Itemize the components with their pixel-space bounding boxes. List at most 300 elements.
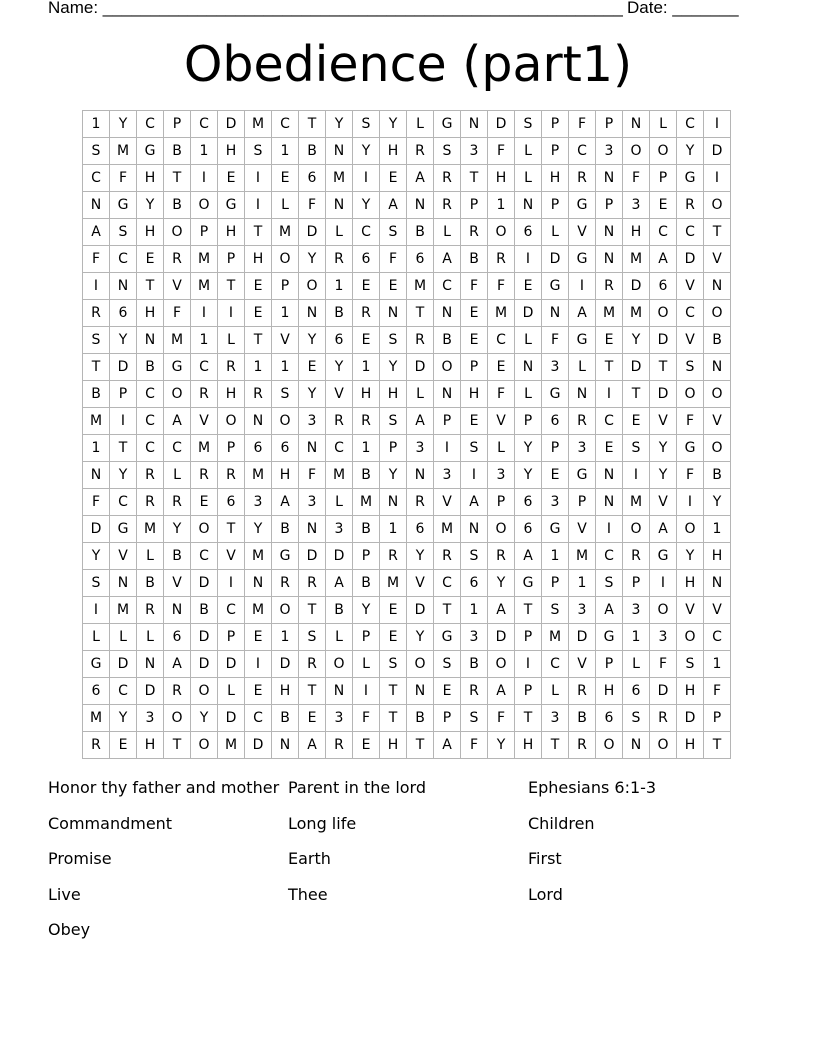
grid-cell: H bbox=[380, 138, 407, 165]
grid-cell: N bbox=[110, 570, 137, 597]
grid-cell: D bbox=[407, 354, 434, 381]
grid-cell: N bbox=[272, 732, 299, 759]
grid-cell: E bbox=[137, 246, 164, 273]
grid-cell: T bbox=[380, 678, 407, 705]
grid-cell: Y bbox=[515, 435, 542, 462]
grid-cell: 6 bbox=[110, 300, 137, 327]
grid-cell: O bbox=[434, 354, 461, 381]
grid-cell: V bbox=[110, 543, 137, 570]
grid-cell: P bbox=[461, 192, 488, 219]
grid-cell: D bbox=[218, 705, 245, 732]
grid-cell: N bbox=[326, 138, 353, 165]
grid-cell: V bbox=[677, 273, 704, 300]
grid-cell: E bbox=[245, 624, 272, 651]
grid-cell: O bbox=[677, 381, 704, 408]
grid-cell: 6 bbox=[83, 678, 110, 705]
grid-cell: V bbox=[650, 408, 677, 435]
grid-cell: C bbox=[83, 165, 110, 192]
grid-cell: O bbox=[191, 678, 218, 705]
grid-cell: Y bbox=[488, 732, 515, 759]
grid-cell: V bbox=[677, 327, 704, 354]
grid-cell: S bbox=[461, 435, 488, 462]
grid-cell: P bbox=[353, 543, 380, 570]
grid-cell: R bbox=[164, 246, 191, 273]
grid-cell: E bbox=[461, 300, 488, 327]
grid-cell: 6 bbox=[596, 705, 623, 732]
grid-cell: E bbox=[596, 327, 623, 354]
grid-cell: H bbox=[677, 570, 704, 597]
grid-cell: H bbox=[515, 732, 542, 759]
grid-cell: M bbox=[245, 597, 272, 624]
grid-cell: 3 bbox=[245, 489, 272, 516]
grid-cell: M bbox=[380, 570, 407, 597]
grid-cell: O bbox=[650, 732, 677, 759]
grid-cell: R bbox=[137, 597, 164, 624]
grid-cell: 6 bbox=[326, 327, 353, 354]
grid-cell: V bbox=[677, 597, 704, 624]
grid-cell: P bbox=[218, 246, 245, 273]
grid-cell: N bbox=[623, 111, 650, 138]
grid-cell: N bbox=[461, 516, 488, 543]
grid-cell: V bbox=[164, 273, 191, 300]
grid-cell: N bbox=[245, 408, 272, 435]
grid-cell: S bbox=[83, 138, 110, 165]
grid-cell: A bbox=[515, 543, 542, 570]
grid-cell: 1 bbox=[704, 651, 731, 678]
grid-cell: V bbox=[569, 516, 596, 543]
word-list-item: First bbox=[528, 849, 562, 868]
grid-cell: A bbox=[461, 489, 488, 516]
grid-cell: S bbox=[677, 354, 704, 381]
grid-cell: G bbox=[272, 543, 299, 570]
grid-cell: 1 bbox=[272, 624, 299, 651]
grid-cell: O bbox=[272, 246, 299, 273]
grid-cell: Y bbox=[353, 192, 380, 219]
grid-cell: A bbox=[407, 408, 434, 435]
grid-cell: P bbox=[515, 678, 542, 705]
grid-cell: O bbox=[164, 219, 191, 246]
grid-cell: F bbox=[677, 462, 704, 489]
grid-cell: C bbox=[596, 408, 623, 435]
grid-cell: C bbox=[542, 651, 569, 678]
grid-cell: N bbox=[83, 462, 110, 489]
grid-cell: Y bbox=[191, 705, 218, 732]
grid-cell: H bbox=[596, 678, 623, 705]
grid-cell: Y bbox=[299, 246, 326, 273]
grid-cell: Y bbox=[380, 462, 407, 489]
word-list-item: Commandment bbox=[48, 813, 173, 833]
grid-cell: B bbox=[164, 138, 191, 165]
grid-cell: M bbox=[623, 300, 650, 327]
grid-cell: T bbox=[110, 435, 137, 462]
grid-cell: L bbox=[407, 381, 434, 408]
grid-cell: D bbox=[623, 354, 650, 381]
grid-cell: P bbox=[542, 192, 569, 219]
grid-cell: N bbox=[137, 651, 164, 678]
grid-cell: C bbox=[677, 219, 704, 246]
grid-cell: G bbox=[569, 246, 596, 273]
grid-cell: F bbox=[569, 111, 596, 138]
grid-cell: I bbox=[515, 651, 542, 678]
grid-cell: 3 bbox=[623, 597, 650, 624]
grid-cell: N bbox=[407, 192, 434, 219]
word-list bbox=[48, 778, 768, 956]
grid-cell: 3 bbox=[542, 354, 569, 381]
grid-cell: R bbox=[191, 462, 218, 489]
grid-cell: P bbox=[353, 624, 380, 651]
grid-cell: P bbox=[380, 435, 407, 462]
grid-cell: Y bbox=[110, 111, 137, 138]
grid-cell: R bbox=[353, 300, 380, 327]
grid-cell: I bbox=[245, 165, 272, 192]
grid-cell: N bbox=[596, 219, 623, 246]
grid-cell: G bbox=[677, 165, 704, 192]
grid-cell: R bbox=[326, 408, 353, 435]
grid-cell: Y bbox=[299, 381, 326, 408]
grid-cell: H bbox=[380, 381, 407, 408]
grid-cell: N bbox=[137, 327, 164, 354]
grid-cell: F bbox=[110, 165, 137, 192]
grid-cell: L bbox=[218, 678, 245, 705]
grid-cell: H bbox=[218, 138, 245, 165]
grid-cell: B bbox=[83, 381, 110, 408]
grid-cell: F bbox=[164, 300, 191, 327]
grid-cell: C bbox=[677, 111, 704, 138]
grid-cell: M bbox=[245, 462, 272, 489]
grid-cell: 6 bbox=[407, 516, 434, 543]
grid-cell: C bbox=[137, 408, 164, 435]
grid-cell: N bbox=[407, 678, 434, 705]
grid-cell: R bbox=[191, 381, 218, 408]
grid-cell: O bbox=[407, 651, 434, 678]
grid-cell: O bbox=[650, 300, 677, 327]
grid-cell: N bbox=[110, 273, 137, 300]
grid-cell: M bbox=[164, 327, 191, 354]
grid-cell: Y bbox=[164, 516, 191, 543]
grid-cell: B bbox=[407, 219, 434, 246]
grid-cell: D bbox=[650, 381, 677, 408]
grid-cell: O bbox=[164, 705, 191, 732]
grid-cell: B bbox=[704, 327, 731, 354]
grid-cell: O bbox=[650, 138, 677, 165]
grid-cell: Y bbox=[380, 111, 407, 138]
grid-cell: F bbox=[704, 678, 731, 705]
grid-cell: V bbox=[272, 327, 299, 354]
grid-cell: 1 bbox=[380, 516, 407, 543]
grid-cell: M bbox=[191, 246, 218, 273]
grid-cell: F bbox=[299, 192, 326, 219]
grid-cell: M bbox=[434, 516, 461, 543]
grid-cell: E bbox=[380, 597, 407, 624]
grid-cell: O bbox=[191, 732, 218, 759]
grid-cell: P bbox=[191, 219, 218, 246]
grid-cell: L bbox=[164, 462, 191, 489]
grid-cell: E bbox=[461, 408, 488, 435]
grid-cell: R bbox=[164, 678, 191, 705]
grid-cell: E bbox=[245, 678, 272, 705]
grid-cell: V bbox=[218, 543, 245, 570]
grid-cell: T bbox=[542, 732, 569, 759]
grid-cell: E bbox=[218, 165, 245, 192]
grid-cell: I bbox=[110, 408, 137, 435]
grid-cell: G bbox=[677, 435, 704, 462]
grid-cell: R bbox=[488, 246, 515, 273]
grid-cell: B bbox=[137, 570, 164, 597]
grid-row bbox=[83, 354, 731, 381]
grid-cell: T bbox=[299, 111, 326, 138]
grid-cell: A bbox=[596, 597, 623, 624]
grid-cell: 6 bbox=[623, 678, 650, 705]
grid-cell: T bbox=[623, 381, 650, 408]
grid-cell: C bbox=[704, 624, 731, 651]
grid-cell: C bbox=[569, 138, 596, 165]
grid-cell: O bbox=[299, 273, 326, 300]
grid-cell: S bbox=[623, 705, 650, 732]
grid-row bbox=[83, 489, 731, 516]
grid-cell: E bbox=[380, 624, 407, 651]
grid-cell: F bbox=[83, 246, 110, 273]
grid-cell: Y bbox=[407, 624, 434, 651]
grid-cell: V bbox=[704, 597, 731, 624]
grid-cell: C bbox=[434, 273, 461, 300]
grid-cell: L bbox=[542, 678, 569, 705]
grid-cell: B bbox=[191, 597, 218, 624]
grid-cell: 3 bbox=[461, 624, 488, 651]
grid-cell: C bbox=[110, 489, 137, 516]
grid-cell: V bbox=[650, 489, 677, 516]
grid-cell: D bbox=[299, 219, 326, 246]
grid-cell: R bbox=[569, 732, 596, 759]
grid-cell: 3 bbox=[569, 597, 596, 624]
grid-cell: F bbox=[542, 327, 569, 354]
grid-cell: O bbox=[488, 219, 515, 246]
grid-cell: E bbox=[380, 165, 407, 192]
grid-cell: I bbox=[353, 165, 380, 192]
grid-cell: M bbox=[326, 165, 353, 192]
grid-cell: N bbox=[515, 354, 542, 381]
grid-cell: D bbox=[704, 138, 731, 165]
grid-cell: 3 bbox=[137, 705, 164, 732]
grid-cell: T bbox=[137, 273, 164, 300]
grid-cell: H bbox=[137, 165, 164, 192]
grid-cell: I bbox=[704, 165, 731, 192]
grid-cell: C bbox=[110, 246, 137, 273]
grid-cell: R bbox=[407, 489, 434, 516]
grid-cell: I bbox=[191, 300, 218, 327]
grid-cell: 6 bbox=[515, 489, 542, 516]
grid-cell: I bbox=[677, 489, 704, 516]
grid-cell: Y bbox=[677, 543, 704, 570]
grid-row bbox=[83, 462, 731, 489]
grid-cell: H bbox=[245, 246, 272, 273]
grid-cell: F bbox=[488, 273, 515, 300]
grid-cell: 1 bbox=[704, 516, 731, 543]
grid-cell: C bbox=[596, 543, 623, 570]
grid-cell: F bbox=[299, 462, 326, 489]
grid-cell: S bbox=[434, 651, 461, 678]
grid-cell: 6 bbox=[218, 489, 245, 516]
grid-cell: 6 bbox=[515, 516, 542, 543]
grid-cell: A bbox=[650, 516, 677, 543]
grid-cell: E bbox=[488, 354, 515, 381]
grid-cell: 3 bbox=[569, 435, 596, 462]
grid-row bbox=[83, 327, 731, 354]
grid-cell: I bbox=[461, 462, 488, 489]
grid-cell: R bbox=[218, 354, 245, 381]
grid-cell: O bbox=[704, 300, 731, 327]
grid-cell: M bbox=[569, 543, 596, 570]
grid-cell: A bbox=[434, 246, 461, 273]
grid-cell: V bbox=[164, 570, 191, 597]
grid-cell: H bbox=[677, 732, 704, 759]
grid-cell: Y bbox=[353, 597, 380, 624]
grid-cell: Y bbox=[407, 543, 434, 570]
grid-cell: M bbox=[83, 705, 110, 732]
grid-cell: 1 bbox=[83, 435, 110, 462]
grid-cell: V bbox=[407, 570, 434, 597]
grid-cell: N bbox=[623, 732, 650, 759]
grid-cell: P bbox=[461, 354, 488, 381]
grid-cell: F bbox=[461, 732, 488, 759]
grid-cell: D bbox=[110, 354, 137, 381]
grid-cell: F bbox=[353, 705, 380, 732]
grid-cell: 6 bbox=[461, 570, 488, 597]
grid-cell: I bbox=[623, 462, 650, 489]
grid-cell: N bbox=[704, 570, 731, 597]
grid-cell: Y bbox=[704, 489, 731, 516]
grid-cell: P bbox=[515, 624, 542, 651]
grid-cell: F bbox=[461, 273, 488, 300]
word-search-grid bbox=[82, 110, 731, 759]
grid-cell: A bbox=[488, 678, 515, 705]
grid-cell: E bbox=[353, 273, 380, 300]
grid-cell: O bbox=[596, 732, 623, 759]
grid-cell: G bbox=[569, 327, 596, 354]
grid-cell: I bbox=[83, 273, 110, 300]
grid-cell: M bbox=[83, 408, 110, 435]
grid-cell: H bbox=[677, 678, 704, 705]
grid-cell: R bbox=[245, 381, 272, 408]
grid-row bbox=[83, 624, 731, 651]
grid-cell: O bbox=[272, 597, 299, 624]
word-list-item: Parent in the lord bbox=[288, 778, 427, 797]
grid-row bbox=[83, 273, 731, 300]
grid-cell: F bbox=[677, 408, 704, 435]
grid-cell: 1 bbox=[272, 300, 299, 327]
grid-cell: I bbox=[245, 651, 272, 678]
grid-cell: 1 bbox=[272, 354, 299, 381]
grid-cell: D bbox=[407, 597, 434, 624]
grid-cell: 3 bbox=[623, 192, 650, 219]
grid-row bbox=[83, 651, 731, 678]
grid-cell: 1 bbox=[353, 354, 380, 381]
grid-cell: 6 bbox=[353, 246, 380, 273]
grid-cell: Y bbox=[650, 435, 677, 462]
grid-cell: L bbox=[542, 219, 569, 246]
grid-cell: L bbox=[515, 381, 542, 408]
grid-row bbox=[83, 597, 731, 624]
grid-cell: 1 bbox=[623, 624, 650, 651]
grid-cell: Y bbox=[299, 327, 326, 354]
grid-cell: 1 bbox=[245, 354, 272, 381]
grid-cell: C bbox=[434, 570, 461, 597]
grid-cell: 6 bbox=[515, 219, 542, 246]
grid-cell: 3 bbox=[326, 516, 353, 543]
grid-cell: E bbox=[299, 705, 326, 732]
grid-cell: R bbox=[380, 543, 407, 570]
grid-cell: V bbox=[569, 651, 596, 678]
grid-cell: E bbox=[650, 192, 677, 219]
grid-cell: M bbox=[596, 300, 623, 327]
grid-cell: L bbox=[137, 624, 164, 651]
grid-cell: G bbox=[650, 543, 677, 570]
grid-cell: E bbox=[272, 165, 299, 192]
grid-cell: C bbox=[137, 381, 164, 408]
grid-row bbox=[83, 678, 731, 705]
grid-cell: N bbox=[596, 165, 623, 192]
grid-cell: R bbox=[137, 462, 164, 489]
grid-cell: C bbox=[164, 435, 191, 462]
grid-cell: I bbox=[569, 273, 596, 300]
grid-cell: N bbox=[326, 192, 353, 219]
grid-cell: G bbox=[569, 192, 596, 219]
grid-cell: T bbox=[299, 678, 326, 705]
grid-cell: R bbox=[677, 192, 704, 219]
grid-cell: 6 bbox=[650, 273, 677, 300]
grid-cell: 3 bbox=[488, 462, 515, 489]
grid-cell: Y bbox=[110, 705, 137, 732]
grid-cell: T bbox=[515, 597, 542, 624]
grid-cell: F bbox=[650, 651, 677, 678]
grid-cell: O bbox=[164, 381, 191, 408]
grid-cell: H bbox=[488, 165, 515, 192]
grid-cell: R bbox=[488, 543, 515, 570]
grid-cell: 6 bbox=[272, 435, 299, 462]
grid-cell: Y bbox=[326, 354, 353, 381]
grid-cell: C bbox=[137, 111, 164, 138]
grid-cell: I bbox=[515, 246, 542, 273]
grid-cell: D bbox=[542, 246, 569, 273]
grid-cell: S bbox=[677, 651, 704, 678]
grid-cell: R bbox=[83, 300, 110, 327]
grid-cell: M bbox=[218, 732, 245, 759]
grid-cell: S bbox=[245, 138, 272, 165]
grid-cell: 3 bbox=[461, 138, 488, 165]
grid-cell: O bbox=[218, 408, 245, 435]
grid-cell: G bbox=[110, 192, 137, 219]
grid-cell: M bbox=[110, 597, 137, 624]
grid-cell: P bbox=[110, 381, 137, 408]
grid-row bbox=[83, 705, 731, 732]
grid-cell: 1 bbox=[326, 273, 353, 300]
grid-cell: H bbox=[704, 543, 731, 570]
grid-cell: C bbox=[353, 219, 380, 246]
grid-cell: A bbox=[164, 408, 191, 435]
grid-cell: H bbox=[272, 462, 299, 489]
grid-cell: L bbox=[515, 165, 542, 192]
grid-cell: C bbox=[488, 327, 515, 354]
grid-cell: I bbox=[191, 165, 218, 192]
grid-cell: T bbox=[407, 732, 434, 759]
grid-row bbox=[83, 435, 731, 462]
grid-cell: H bbox=[380, 732, 407, 759]
grid-cell: P bbox=[515, 408, 542, 435]
grid-cell: M bbox=[137, 516, 164, 543]
grid-cell: S bbox=[461, 543, 488, 570]
grid-cell: O bbox=[191, 192, 218, 219]
grid-cell: R bbox=[326, 246, 353, 273]
grid-cell: R bbox=[650, 705, 677, 732]
